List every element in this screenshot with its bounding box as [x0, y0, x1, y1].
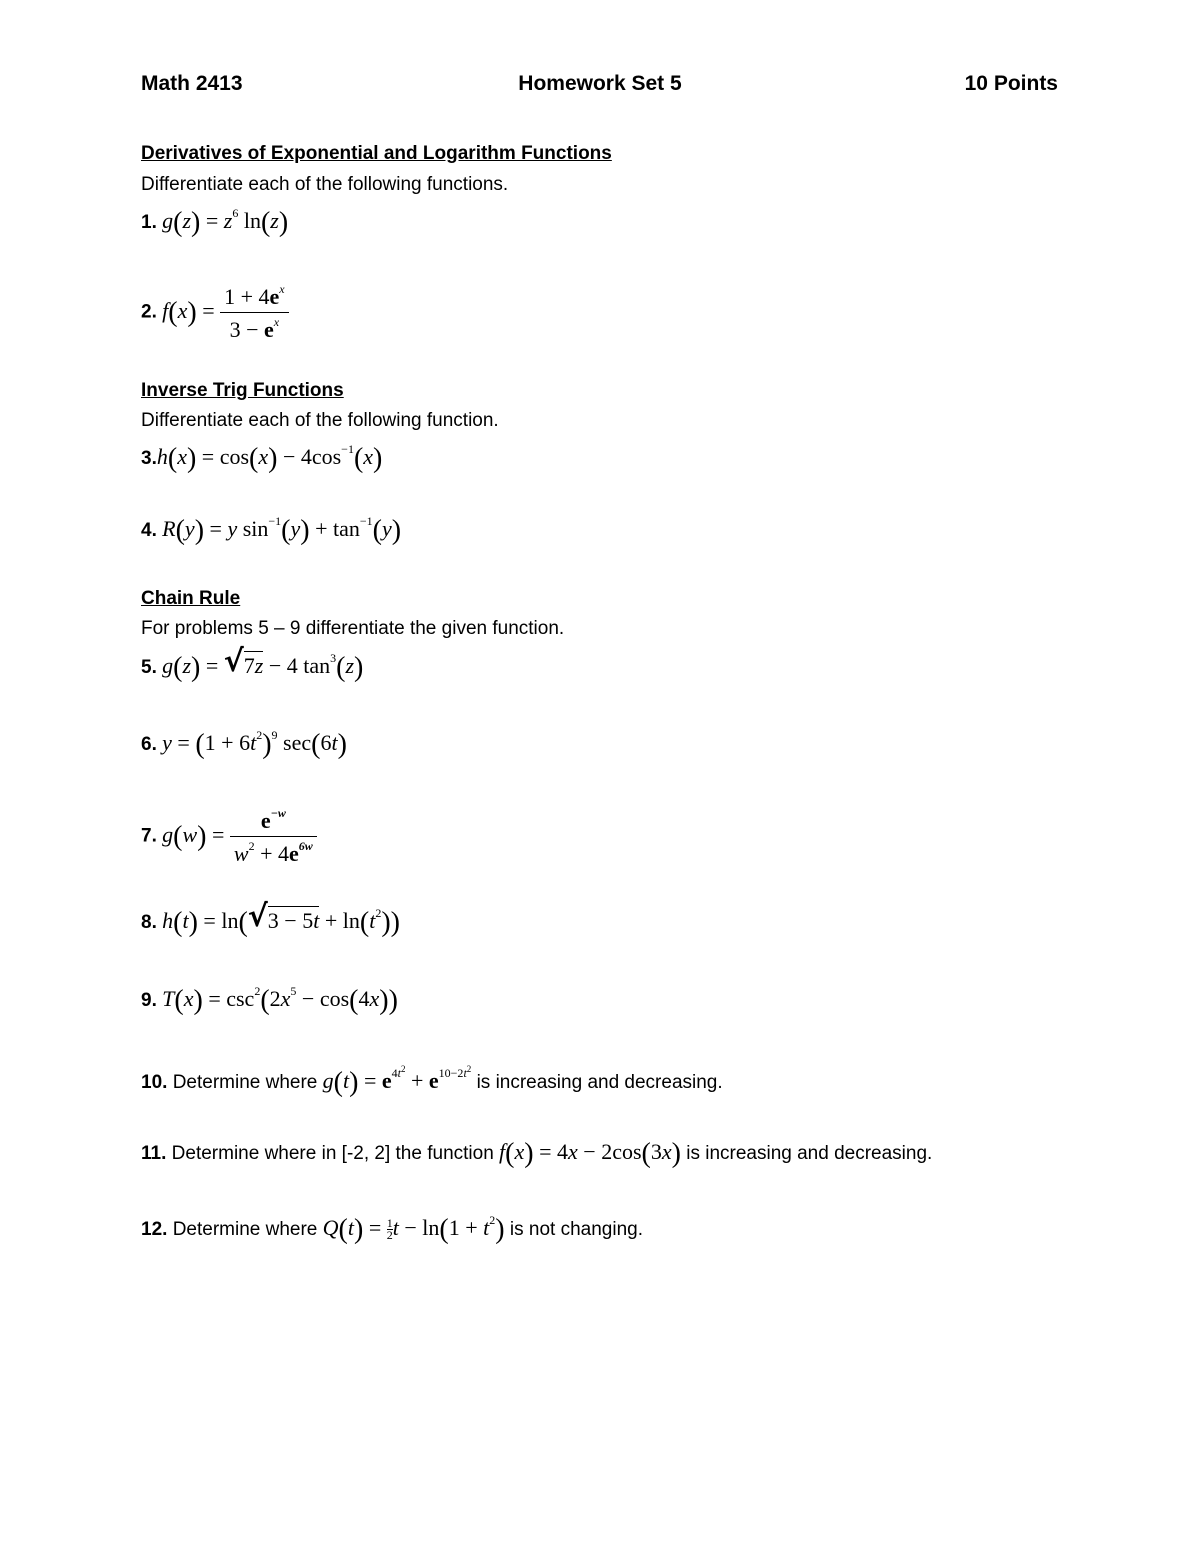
section-heading-exp-log: Derivatives of Exponential and Logarithm Functions: [141, 143, 612, 164]
problem-7-equation: g(w) = $\frac{e^{-w}}{w^2 + 4e^{6w}}$: [162, 822, 317, 847]
problem-6: [141, 728, 347, 761]
problem-number: 9.: [141, 990, 157, 1011]
problem-8-equation: h(t) = ln( √ $3 - 5t + \ln(t^2)$): [162, 899, 400, 938]
problem-number: 11.: [141, 1143, 167, 1164]
problem-10: [141, 1064, 723, 1099]
problem-6-equation: $y = (1 + 6t^2)^9$ sec(6t): [162, 728, 347, 760]
problem-number: 6.: [141, 734, 157, 755]
problem-5-equation: g(z) = √ 7z − 4 $\tan^3(z)$: [162, 644, 364, 683]
points-label: 10 Points: [964, 72, 1058, 95]
problem-9-equation: $T(x) = \csc^2(2x^5 - \cos(4x))$: [162, 984, 398, 1016]
problem-1-equation: $g(z) = z^6$ ln(z): [162, 206, 289, 238]
problem-11-text-pre: Determine where in [-2, 2] the function: [171, 1143, 494, 1164]
course-label: Math 2413: [141, 72, 243, 95]
section-heading-chain-rule: Chain Rule: [141, 588, 241, 609]
fraction: $\frac{1 + 4e^x}{3 - e^x}$: [220, 282, 289, 343]
problem-number: 2.: [141, 301, 157, 323]
problem-number: 1.: [141, 212, 157, 233]
section-instruction-exp-log: Differentiate each of the following functions.: [141, 174, 509, 195]
homework-title: Homework Set 5: [518, 72, 682, 95]
problem-number: 3.: [141, 448, 157, 469]
problem-12: [141, 1213, 643, 1246]
problem-3-equation: $h(x) = \cos(x) - 4\cos^{-1}(x)$: [156, 442, 383, 474]
problem-number: 7.: [141, 825, 157, 847]
problem-12-equation: Q(t) = $\frac{1}{2}$ $t - \ln(1 + t^2)$: [322, 1213, 505, 1245]
problem-12-text-pre: Determine where: [172, 1219, 318, 1240]
problem-11-equation: f(x) = 4x − 2cos(3x): [499, 1138, 681, 1169]
fraction: $\frac{e^{-w}}{w^2 + 4e^{6w}}$: [230, 806, 317, 867]
problem-9: [141, 984, 398, 1017]
problem-4: [141, 514, 401, 547]
section-heading-inverse-trig: Inverse Trig Functions: [141, 380, 344, 401]
problem-5: [141, 644, 364, 684]
problem-2-equation: f(x) = $\frac{1 + 4e^x}{3 - e^x}$: [162, 298, 288, 323]
section-instruction-chain-rule: For problems 5 – 9 differentiate the given function.: [141, 618, 565, 639]
problem-number: 10.: [141, 1072, 168, 1093]
problem-2: [141, 282, 289, 343]
problem-number: 12.: [141, 1219, 168, 1240]
problem-3: [141, 442, 382, 475]
problem-4-equation: R(y) = y $\sin^{-1}(y) + \tan^{-1}(y)$: [162, 514, 402, 546]
problem-number: 5.: [141, 657, 157, 678]
problem-11: [141, 1138, 932, 1170]
section-instruction-inverse-trig: Differentiate each of the following function.: [141, 410, 499, 431]
problem-7: [141, 806, 317, 867]
problem-number: 8.: [141, 912, 157, 933]
problem-number: 4.: [141, 520, 157, 541]
half-fraction: $\frac{1}{2}$: [386, 1216, 393, 1243]
problem-10-text-pre: Determine where: [172, 1072, 318, 1093]
problem-10-equation: $g(t) = e^{4t^2} + e^{10-2t^2}$: [322, 1064, 472, 1098]
problem-10-text-post: is increasing and decreasing.: [476, 1072, 723, 1093]
problem-12-text-post: is not changing.: [509, 1219, 643, 1240]
problem-8: [141, 899, 400, 939]
problem-1: [141, 206, 288, 239]
problem-11-text-post: is increasing and decreasing.: [686, 1143, 933, 1164]
